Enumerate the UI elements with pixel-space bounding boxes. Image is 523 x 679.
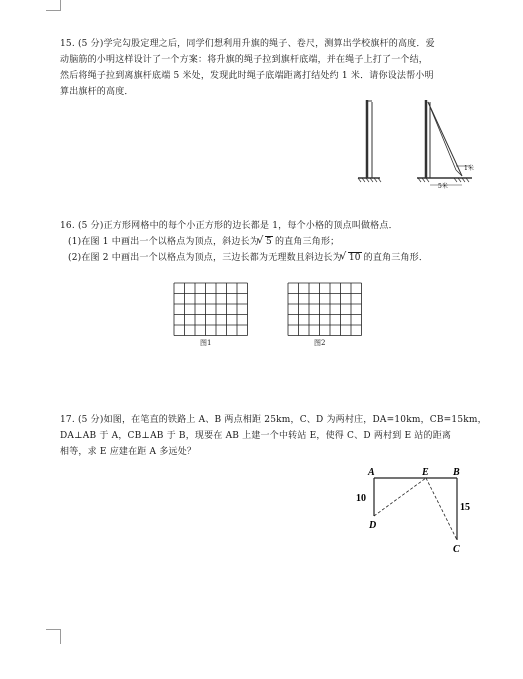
page-corner-mark-bottom: [46, 629, 61, 644]
q15-line-2: 动脑筋的小明这样设计了一个方案：将升旗的绳子拉到旗杆底端，并在绳子上打了一个结，: [60, 55, 429, 65]
segment-ec-dashed: [426, 478, 457, 540]
q16-part1-text: (1)在图 1 中画出一个以格点为顶点，斜边长为: [68, 237, 259, 247]
q17-line-2: DA⊥AB 于 A，CB⊥AB 于 B，现要在 AB 上建一个中转站 E，使得 C、D 两村到 E 站的距离: [60, 431, 452, 441]
q17-railway-figure: [352, 466, 477, 556]
q16-line-2: [60, 234, 428, 250]
sqrt-10-symbol: [342, 250, 362, 266]
q15-line-3: 然后将绳子拉到离旗杆底端 5 米处，发现此时绳子底端距离打结处约 1 米．请你设法帮小明: [60, 71, 434, 81]
q15-flagpole-figure: [350, 98, 485, 190]
question-16-text: [60, 218, 428, 266]
label-one-meter: 1米: [464, 165, 474, 172]
label-point-d: D: [369, 520, 377, 531]
q17-line-1: 17. (5 分)如图，在笔直的铁路上 A、B 两点相距 25km，C、D 为两村庄，DA=10km，CB=15km，: [60, 415, 487, 425]
label-cb-length: 15: [460, 502, 470, 513]
question-15-text: [60, 36, 480, 100]
label-da-length: 10: [356, 493, 366, 504]
label-five-meter: 5米: [438, 183, 448, 190]
label-point-c: C: [453, 544, 460, 555]
q16-part2-text: (2)在图 2 中画出一个以格点为顶点，三边长都为无理数且斜边长为: [68, 253, 342, 263]
q16-line-1: 16. (5 分)正方形网格中的每个小正方形的边长都是 1，每个小格的顶点叫做格点．: [60, 221, 398, 231]
q16-part2-tail: 的直角三角形．: [363, 253, 429, 263]
q16-part1-tail: 的直角三角形；: [274, 237, 340, 247]
grid-figure-2: [284, 282, 370, 336]
question-17-text: [60, 412, 487, 460]
label-point-e: E: [422, 467, 429, 478]
page-corner-mark-top: [46, 0, 61, 11]
sqrt-5-radicand: 5: [266, 237, 272, 247]
flagpole-left: [358, 100, 381, 182]
q16-line-3: [60, 250, 428, 266]
q17-line-3: 相等，求 E 应建在距 A 多远处？: [60, 447, 197, 457]
grid-caption-1: 图1: [200, 339, 212, 347]
grid-caption-2: 图2: [314, 339, 326, 347]
grid-figure-1: [170, 282, 256, 336]
sqrt-5-symbol: [259, 234, 273, 250]
segment-de-dashed: [374, 478, 426, 516]
q15-line-4: 算出旗杆的高度．: [60, 87, 134, 97]
q15-line-1: 15. (5 分)学完勾股定理之后，同学们想利用升旗的绳子、卷尺，测算出学校旗杆的高度．爱: [60, 39, 435, 49]
label-point-a: A: [368, 467, 375, 478]
sqrt-10-radicand: 10: [348, 253, 361, 263]
flagpole-right: [417, 100, 472, 185]
label-point-b: B: [453, 467, 460, 478]
